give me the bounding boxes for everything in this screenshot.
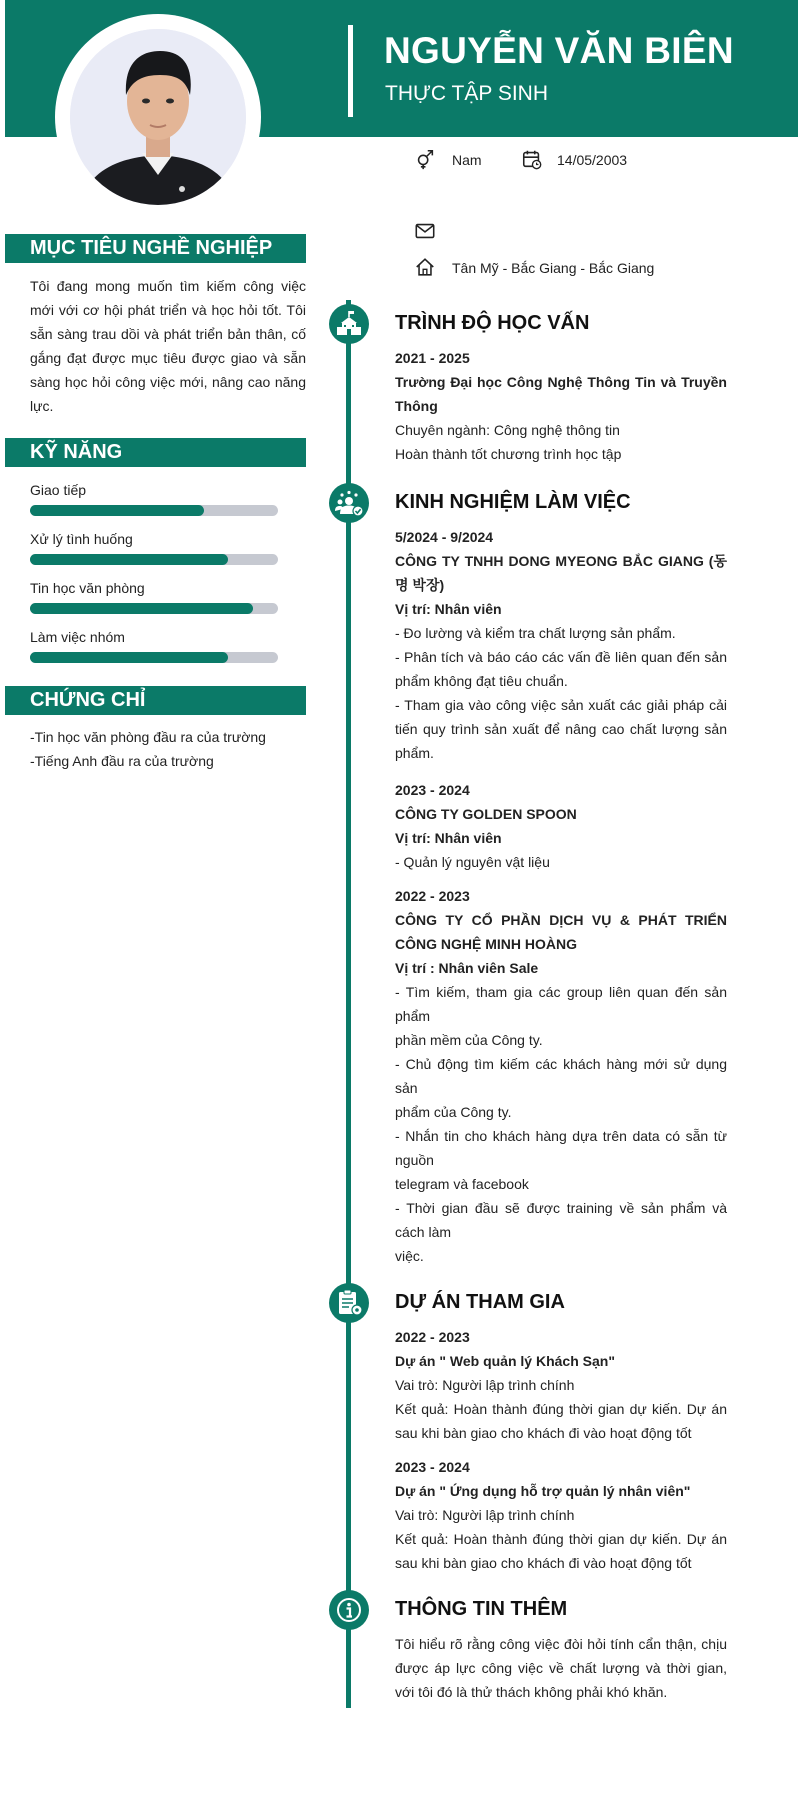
job-position: Vị trí: Nhân viên [395, 601, 502, 617]
job-period: 2023 - 2024 [395, 782, 470, 798]
project-result: Kết quả: Hoàn thành đúng thời gian dự kiến. Dự án sau khi bàn giao cho khách đi vào hoạt động tốt [395, 1401, 727, 1441]
job-duty: - Nhắn tin cho khách hàng dựa trên data có sẵn từ nguồn [395, 1128, 727, 1168]
education-period: 2021 - 2025 [395, 350, 470, 366]
objective-title: MỤC TIÊU NGHỀ NGHIỆP [30, 237, 273, 259]
skill-bar [30, 652, 278, 663]
education-major: Chuyên ngành: Công nghệ thông tin [395, 422, 620, 438]
skill-bar [30, 554, 278, 565]
skill-bar [30, 505, 278, 516]
job-duty: - Chủ động tìm kiếm các khách hàng mới sử dụng sản [395, 1056, 727, 1096]
project-result: Kết quả: Hoàn thành đúng thời gian dự kiến. Dự án sau khi bàn giao cho khách đi vào hoạt động tốt [395, 1531, 727, 1571]
objective-text: Tôi đang mong muốn tìm kiếm công việc mới với cơ hội phát triển và học hỏi tốt. Tôi sẵn sàng trau dồi và phát triển bản thân, cố gắng đạt được mục tiêu được giao và sẵn sàng học hỏi công việc mới, nâng cao năng lực. [30, 278, 306, 414]
skill-bar-fill [30, 554, 228, 565]
name-divider [348, 25, 353, 117]
skill-bar-fill [30, 603, 253, 614]
skill-bar-fill [30, 505, 204, 516]
job-duty: - Đo lường và kiểm tra chất lượng sản phẩm. [395, 625, 676, 641]
certificates-heading [5, 686, 306, 715]
job-duty: telegram và facebook [395, 1176, 529, 1192]
job-company: CÔNG TY CỔ PHẦN DỊCH VỤ & PHÁT TRIỂN CÔNG NGHỆ MINH HOÀNG [395, 912, 727, 952]
education-title: TRÌNH ĐỘ HỌC VẤN [395, 312, 590, 334]
certificate-item: -Tin học văn phòng đầu ra của trường [30, 729, 266, 745]
project-name: Dự án " Ứng dụng hỗ trợ quản lý nhân viên" [395, 1483, 691, 1499]
education-school: Trường Đại học Công Nghệ Thông Tin và Truyền Thông [395, 374, 727, 414]
job-duty: phẩm của Công ty. [395, 1104, 512, 1120]
mail-icon [414, 220, 436, 242]
projects-title: DỰ ÁN THAM GIA [395, 1291, 565, 1313]
job-position: Vị trí: Nhân viên [395, 830, 502, 846]
job-position: Vị trí : Nhân viên Sale [395, 960, 539, 976]
team-icon [329, 483, 369, 523]
skill-name: Giao tiếp [30, 482, 87, 498]
portrait-photo [70, 29, 246, 205]
job-duty: phần mềm của Công ty. [395, 1032, 543, 1048]
avatar [70, 29, 246, 205]
info-icon [329, 1590, 369, 1630]
candidate-role: THỰC TẬP SINH [385, 82, 549, 105]
birthdate-value: 14/05/2003 [557, 152, 628, 168]
job-duty: - Thời gian đầu sẽ được training về sản phẩm và cách làm [395, 1200, 727, 1240]
gender-icon [414, 148, 436, 170]
skill-bar-fill [30, 652, 228, 663]
job-duty: - Quản lý nguyên vật liệu [395, 854, 550, 870]
objective-heading [5, 234, 306, 263]
skill-name: Xử lý tình huống [30, 531, 133, 547]
address-value: Tân Mỹ - Bắc Giang - Bắc Giang [452, 260, 655, 276]
project-role: Vai trò: Người lập trình chính [395, 1377, 575, 1393]
experience-title: KINH NGHIỆM LÀM VIỆC [395, 491, 631, 513]
certificate-item: -Tiếng Anh đầu ra của trường [30, 753, 214, 769]
job-duty: - Tìm kiếm, tham gia các group liên quan đến sản phẩm [395, 984, 727, 1024]
skill-name: Làm việc nhóm [30, 629, 125, 645]
extra-title: THÔNG TIN THÊM [395, 1598, 568, 1620]
candidate-name: NGUYỄN VĂN BIÊN [384, 30, 734, 71]
gender-value: Nam [452, 152, 482, 168]
skills-heading [5, 438, 306, 467]
job-duty: việc. [395, 1248, 424, 1264]
project-period: 2022 - 2023 [395, 1329, 470, 1345]
skill-bar [30, 603, 278, 614]
job-company: CÔNG TY TNHH DONG MYEONG BẮC GIANG (동명 박장) [395, 553, 727, 593]
project-name: Dự án " Web quản lý Khách Sạn" [395, 1353, 615, 1369]
job-duty: - Tham gia vào công việc sản xuất các giải pháp cải tiến quy trình sản xuất để nâng cao chất lượng sản phẩm. [395, 697, 727, 761]
skill-name: Tin học văn phòng [30, 580, 145, 596]
certificates-title: CHỨNG CHỈ [30, 689, 146, 711]
job-period: 5/2024 - 9/2024 [395, 529, 494, 545]
skills-title: KỸ NĂNG [30, 441, 123, 463]
education-status: Hoàn thành tốt chương trình học tập [395, 446, 622, 462]
home-icon [414, 256, 436, 278]
project-role: Vai trò: Người lập trình chính [395, 1507, 575, 1523]
project-icon [329, 1283, 369, 1323]
job-period: 2022 - 2023 [395, 888, 470, 904]
extra-text: Tôi hiểu rõ rằng công việc đòi hỏi tính cẩn thận, chịu được áp lực công việc về chất lượng và thời gian, với tôi đó là thử thách không phải khó khăn. [395, 1636, 727, 1700]
project-period: 2023 - 2024 [395, 1459, 470, 1475]
school-icon [329, 304, 369, 344]
calendar-icon [521, 148, 543, 170]
job-duty: - Phân tích và báo cáo các vấn đề liên quan đến sản phẩm không đạt tiêu chuẩn. [395, 649, 727, 689]
job-company: CÔNG TY GOLDEN SPOON [395, 806, 577, 822]
